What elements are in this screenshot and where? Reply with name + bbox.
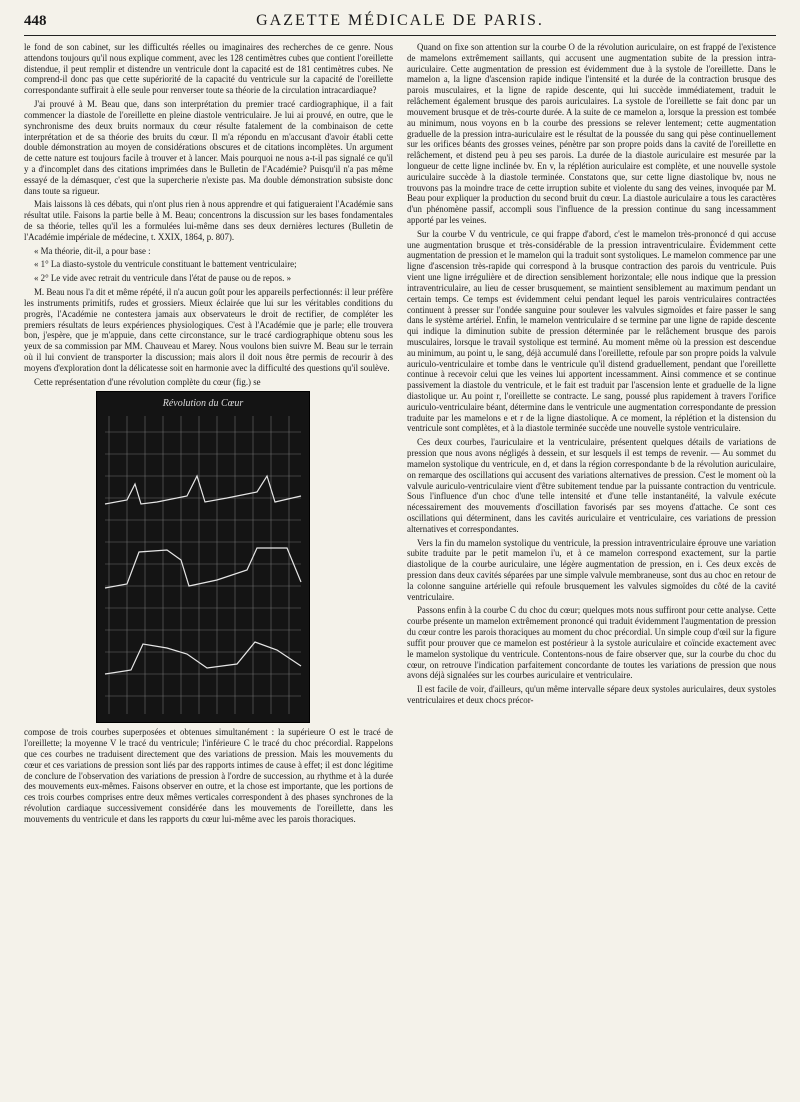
paragraph: « 1° La diasto-systole du ventricule constituant le battement ventriculaire; [34, 259, 297, 270]
paragraph: Cette représentation d'une révolution complète du cœur (fig.) se [34, 376, 261, 387]
paragraph: M. Beau nous l'a dit et même répété, il n'a aucun goût pour les appareils perfectionnés: il leur préfère les instruments primitifs, rudes et grossiers. Mieux éclairée que lui sur les véritables conditions du progrès, l'Académie ne contestera jamais aux observateurs le droit de rectifier, de compléter les premiers résultats de leurs expériences physiologiques. C'est à l'Académie que je parle; elle trouvera bon, j'espère, que je m'appuie, dans cette circonstance, sur le tracé cardiographique obtenu sous les yeux de sa commission par MM. Chauveau et Marey. Nous voulons bien suivre M. Beau sur le terrain où il lui convient de transporter la discussion; mais alors il doit nous être permis de recourir à des moyens d'exploration dont la délicatesse soit en harmonie avec la difficulté des questions qu'il soulève. [24, 287, 393, 373]
left-column [24, 42, 393, 1102]
paragraph: Quand on fixe son attention sur la courbe O de la révolution auriculaire, on est frappé de l'existence de mamelons extrêmement saillants, qui accusent une augmentation subite de la pression intra-auriculaire. Cette augmentation de pression est évidemment due à la systole de l'oreillette. Dans le mamelon a, la ligne d'ascension rapide indique l'intensité et la durée de la contraction brusque des parois musculaires, et la ligne de rapide descente, qui lui succède immédiatement, traduit le relâchement également brusque des parois auriculaires. La systole de l'oreillette se fait donc par un mouvement brusque et de très-courte durée. A la suite de ce mamelon a, lorsque la pression est tombée au minimum, nous voyons en b la courbe des pressions se relever lentement; cette augmentation graduelle de la pression intra-auriculaire est le résultat de la poussée du sang qui pèse continuellement sur les orifices béants des grosses veines, pénètre par son propre poids dans la cavité de l'oreillette en relâchement, et distend peu à peu ses parois. La durée de la diastole auriculaire est mesurée par la longueur de cette ligne inclinée bv. En v, la réplétion auriculaire est complète, et une nouvelle systole auriculaire succède à la diastole terminée. Constatons que, sur cette ligne diastolique bv, nous ne trouvons pas la moindre trace de cette irruption subite et violente du sang des veines, invoquée par M. Beau pour expliquer la production du second bruit du cœur. La diastole auriculaire a tous les caractères d'un phénomène passif, accompli sous l'influence de la pression continue du sang incessamment apporté par les veines. [407, 42, 776, 225]
paragraph: « Ma théorie, dit-il, a pour base : [34, 245, 151, 256]
paragraph: « 2° Le vide avec retrait du ventricule dans l'état de pause ou de repos. » [34, 273, 292, 284]
cardiograph-figure [96, 391, 310, 723]
page-header [24, 12, 776, 36]
paragraph: Mais laissons là ces débats, qui n'ont plus rien à nous apprendre et qui fatigueraient l'Académie sans résultat utile. Faisons la partie belle à M. Beau; concentrons la discussion sur les bases fondamentales de sa théorie, telles qu'il les a formulées lui-même dans ses deux dernières lectures (Bulletin de l'Académie impériale de médecine, t. XXIX, 1864, p. 807). [24, 199, 393, 242]
paragraph: le fond de son cabinet, sur les difficultés réelles ou imaginaires des recherches de ce genre. Nous attendons toujours qu'il nous explique comment, avec les 128 centimètres cubes que contient l'oreillette distendue, il peut remplir et distendre un ventricule dont la capacité est de 181 centimètres cubes. Ne comprend-il donc pas que cette supériorité de la capacité du ventricule sur la capacité de l'oreillette correspondante suffirait à elle seule pour renverser toute sa théorie de la circulation intracardiaque? [24, 42, 393, 96]
paragraph: Vers la fin du mamelon systolique du ventricule, la pression intraventriculaire éprouve une variation subite traduite par le petit mamelon i'u, et à ce mamelon correspond exactement, sur la partie diastolique de la courbe auriculaire, une légère augmentation de pression, en i. Ces deux excès de pression dans deux cavités séparées par une simple valvule membraneuse, sont dus au choc en retour de la colonne sanguine artérielle qui refoule brusquement les valvules sigmoïdes du côté de la cavité ventriculaire. [407, 537, 776, 602]
paragraph: J'ai prouvé à M. Beau que, dans son interprétation du premier tracé cardiographique, il a fait commencer la diastole de l'oreillette en pleine diastole ventriculaire. Je lui ai prouvé, en outre, que le synchronisme des deux bruits normaux du cœur résulte fatalement de la combinaison de cette interprétation et de sa théorie des bruits du cœur. Il m'a répondu en m'accusant d'avoir établi cette double démonstration au moyen de considérations obscures et de citations incomplètes. Un argument de cette nature est toujours facile à trouver et à lancer. Mais pourquoi ne nous a-t-il pas signalé ce qu'il y a d'incomplet dans des citations imprimées dans le Bulletin de l'Académie? Puisqu'il n'a pas même essayé de la démasquer, c'est que la supercherie n'existe pas. Ma double démonstration subsiste donc dans toute sa rigueur. [24, 99, 393, 196]
cardiograph-tracing [97, 392, 309, 722]
paragraph: Ces deux courbes, l'auriculaire et la ventriculaire, présentent quelques détails de variations de pression que nous avons négligés à dessein, et sur lesquels il est temps de revenir. — Au sommet du mamelon systolique du ventricule, en d, et dans la région correspondante b de la révolution auriculaire, on remarque des oscillations qui accusent des variations alternatives de pression. C'est le moment où la valvule auriculo-ventriculaire vient d'être subitement tendue par la puissante contraction du ventricule. Sous l'influence d'un choc d'une telle intensité et d'une telle instantanéité, la valvule exécute nécessairement des mouvements d'oscillation favorisés par ses moyens d'attache. Ce sont ces oscillations qui déterminent, dans les cavités auriculaire et ventriculaire, ces variations de pression alternatives et correspondantes. [407, 437, 776, 534]
figure-title: Révolution du Cœur [162, 398, 244, 410]
paragraph: Passons enfin à la courbe C du choc du cœur; quelques mots nous suffiront pour cette analyse. Cette courbe présente un mamelon extrêmement prononcé qui traduit évidemment l'augmentation de pression du cœur contre les parois thoraciques au moment du choc précordial. Un simple coup d'œil sur la figure suffit pour prouver que ce mamelon est postérieur à la systole auriculaire et coïncide exactement avec le mamelon systolique du ventricule. Contentons-nous de faire observer que, sur la courbe du choc du cœur, on retrouve l'indication parfaitement concordante de toutes les variations de pression que nous avons déjà signalées sur les courbes auriculaire et ventriculaire. [407, 605, 776, 681]
two-column-body [24, 42, 776, 1102]
paragraph: compose de trois courbes superposées et obtenues simultanément : la supérieure O est le tracé de l'oreillette; la moyenne V le tracé du ventricule; l'inférieure C le tracé du choc précordial. Rappelons que ces courbes ne traduisent directement que des variations de pression. Mais les mouvements du cœur et ces variations de pression sont liés par des rapports intimes de cause à effet; il est donc légitime de conclure de l'observation des variations de pression à l'ordre de succession, au rhythme et à la durée des mouvements eux-mêmes. Faisons observer en outre, et la chose est importante, que les portions de ces trois courbes comprises entre deux mêmes verticales correspondent à des phases synchrones de la révolution cardiaque successivement considérée dans les mouvements de l'oreillette, dans les mouvements du ventricule et dans les rapports du cœur lui-même avec les parois thoraciques. [24, 727, 393, 824]
paragraph: Il est facile de voir, d'ailleurs, qu'un même intervalle sépare deux systoles auriculaires, deux systoles ventriculaires et deux chocs précor- [407, 684, 776, 705]
running-title: GAZETTE MÉDICALE DE PARIS. [256, 12, 544, 29]
paragraph: Sur la courbe V du ventricule, ce qui frappe d'abord, c'est le mamelon très-prononcé d qui accuse une augmentation brusque et très-considérable de la pression intraventriculaire. Évidemment cette augmentation de pression et le mamelon qui la traduit sont systoliques. Le mamelon commence par une ligne d'ascension très-rapide qui correspond à la brusque contraction des parois du ventricule. Puis vient une ligne irrégulière et de direction sensiblement horizontale; elle nous indique que la pression intraventriculaire, au lieu de cesser brusquement, se maintient sensiblement au maximum pendant un certain temps. Ce temps est évidemment celui pendant lequel les parois ventriculaires contractées continuent à presser sur l'ondée sanguine pour soulever les valvules sigmoïdes et faire passer le sang dans le système artériel. Enfin, le mamelon ventriculaire d se termine par une ligne de rapide descente qui indique la diminution subite de pression déterminée par le relâchement brusque des parois musculaires, lorsque le travail systolique est terminé. Au moment même où la pression est descendue au minimum, au point u, le sang, déjà accumulé dans l'oreillette, refoule par son propre poids la valvule auriculo-ventriculaire et tombe dans le ventricule qu'il distend graduellement, pendant que l'oreillette continue à recevoir celui que les veines lui apportent incessamment. Ainsi commence et se continue passivement la diastole du ventricule, et le fait est traduit par l'ascension lente et graduelle de la ligne diastolique ur. Au point r, l'oreillette se contracte. Le sang, poussé plus rapidement à travers l'orifice auriculo-ventriculaire béant, détermine dans le ventricule une augmentation correspondante de pression traduite par les mamelons e et r de la ligne diastolique. A ce moment, la réplétion et la distension du ventricule sont complètes, et à la diastole terminée succède une nouvelle systole ventriculaire. [407, 228, 776, 434]
page-number: 448 [24, 13, 47, 29]
right-column [407, 42, 776, 1102]
